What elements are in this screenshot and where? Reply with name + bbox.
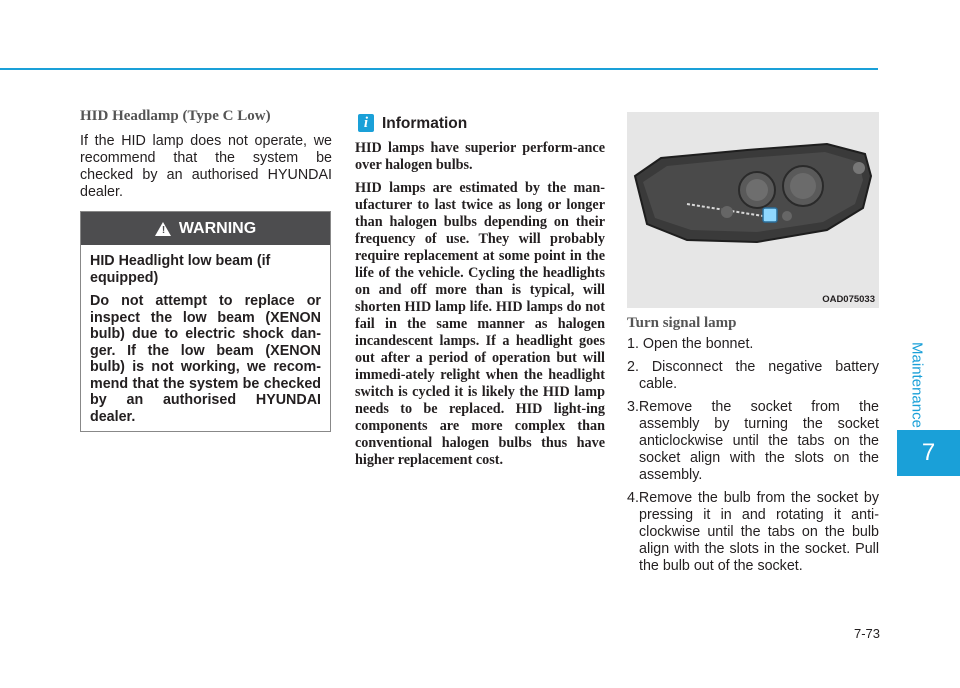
info-paragraph-2: HID lamps are estimated by the man-ufacturer to last twice as long or longer than halogen bulbs depending on their frequency of use. They will probably require replacement at some point in the life of the vehicle. Cycling the headlights on and off more than is typical, will shorten HID lamp life. HID lamps do not fail in the same manner as halogen incandescent lamps. If a headlight goes out after a period of operation but will immedi-ately relight when the headlight switch is cycled it is likely the HID lamp needs to be replaced. HID light-ing components are more complex than conventional halogen bulbs thus have higher replacement cost. bbox=[355, 180, 605, 468]
sidebar-section-label bbox=[902, 340, 932, 430]
section-heading-turn-signal: Turn signal lamp bbox=[627, 315, 737, 331]
warning-title: WARNING bbox=[178, 219, 257, 237]
sidebar-section-text: Maintenance bbox=[908, 342, 926, 428]
header-rule bbox=[0, 68, 878, 70]
warning-box bbox=[80, 211, 331, 432]
info-column bbox=[355, 140, 605, 475]
info-title: Information bbox=[382, 115, 468, 132]
chapter-tab: 7 bbox=[897, 430, 960, 476]
headlamp-illustration bbox=[627, 112, 879, 308]
image-code: OAD075033 bbox=[822, 294, 875, 305]
hid-paragraph: If the HID lamp does not operate, we recommend that the system be checked by an authorised HYUNDAI dealer. bbox=[80, 133, 332, 200]
headlamp-image bbox=[627, 112, 879, 308]
info-icon: i bbox=[358, 114, 374, 132]
step-item: 1. Open the bonnet. bbox=[627, 336, 754, 352]
page-number: 7-73 bbox=[853, 626, 880, 641]
step-item: 3.Remove the socket from the assembly by turning the socket anticlockwise until the tabs on the socket align with the slots on the assembly. bbox=[627, 399, 879, 483]
turn-signal-steps bbox=[627, 336, 879, 575]
info-paragraph-1: HID lamps have superior perform-ance over halogen bulbs. bbox=[355, 140, 605, 173]
left-column bbox=[80, 108, 332, 201]
warning-text: Do not attempt to replace or inspect the low beam (XENON bulb) due to electric shock dan-ger. If the low beam (XENON bulb) is not working, we recom-mend that the system be checked by an authorised HYUNDAI dealer. bbox=[90, 293, 321, 425]
section-heading-hid: HID Headlamp (Type C Low) bbox=[80, 108, 271, 124]
warning-subtitle: HID Headlight low beam (if equipped) bbox=[90, 253, 271, 286]
step-item: 2. Disconnect the negative battery cable. bbox=[627, 359, 879, 392]
warning-header bbox=[81, 212, 330, 245]
right-column bbox=[627, 315, 879, 581]
warning-icon: ! bbox=[155, 222, 171, 236]
step-item: 4.Remove the bulb from the socket by pressing it in and rotating it anti-clockwise until the tabs on the bulb align with the slots in the socket. Pull the bulb out of the socket. bbox=[627, 490, 879, 574]
